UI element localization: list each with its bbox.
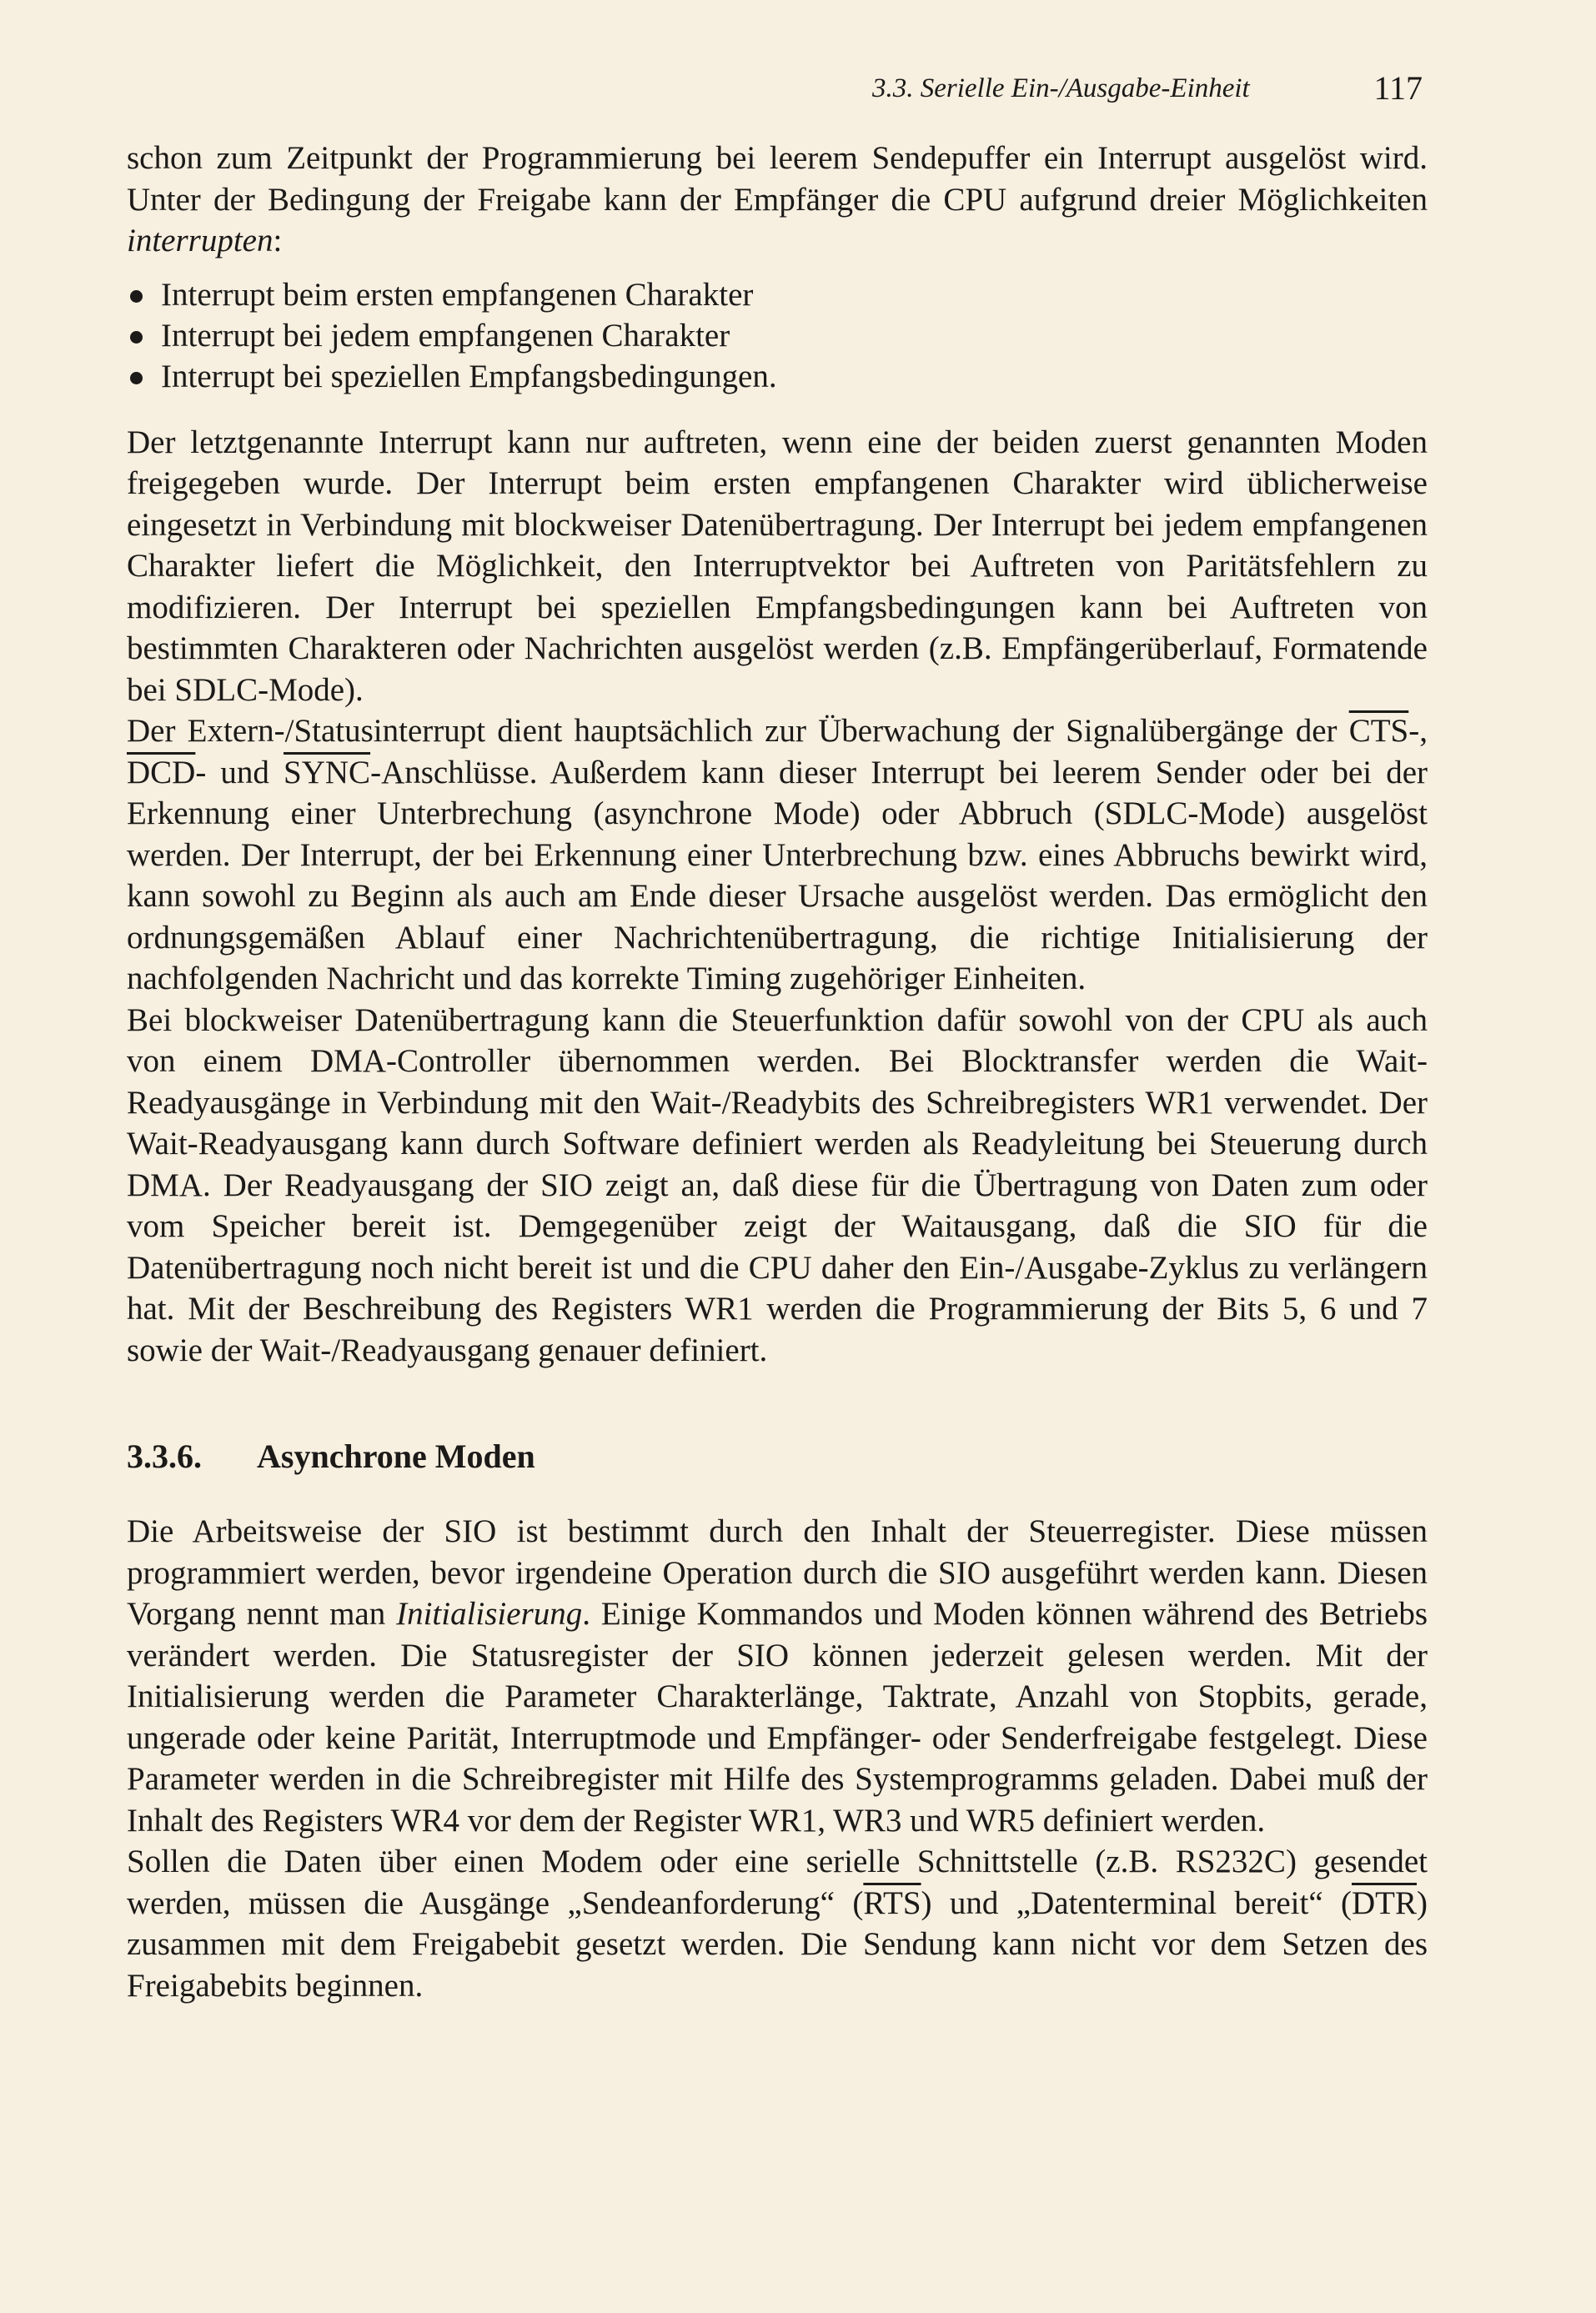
list-item: Interrupt beim ersten empfangenen Charakter: [127, 274, 1428, 315]
list-item: Interrupt bei speziellen Empfangsbedingungen.: [127, 356, 1428, 397]
signal-dtr: $\overline{DTR}$: [1352, 1884, 1417, 1921]
paragraph-5: [127, 1511, 1428, 1841]
paragraph-3: [127, 710, 1428, 1000]
signal-cts: $\overline{CTS}$: [1348, 713, 1409, 749]
signal-sync: SYNC: [284, 754, 371, 790]
paragraph-6-text-a: Sollen die Daten über einen Modem oder eine serielle Schnittstelle (z.B. RS232C) gesendet werden, müssen die Ausgänge „Sendeanforderung“ (: [127, 1844, 1428, 1921]
paragraph-6-text-c: ) zusammen mit dem Freigabebit gesetzt werden. Die Sendung kann nicht vor dem Setzen des Freigabebits beginnen.: [127, 1884, 1428, 2004]
paragraph-3-text-c: - und: [195, 754, 284, 790]
section-title: Asynchrone Moden: [257, 1437, 535, 1475]
paragraph-3-text-a: Der Extern-/Statusinterrupt dient hauptsächlich zur Überwachung der Signalübergänge der: [127, 713, 1349, 749]
body-text: [127, 138, 1428, 2006]
paragraph-1-text-a: schon zum Zeitpunkt der Programmierung bei leerem Sendepuffer ein Interrupt ausgelöst wird. Unter der Bedingung der Freigabe kann der Empfänger die CPU aufgrund dreier Möglichkeiten: [127, 140, 1428, 218]
list-item: Interrupt bei jedem empfangenen Charakter: [127, 315, 1428, 356]
page-number: 117: [1373, 69, 1423, 107]
paragraph-6-text-b: ) und „Datenterminal bereit“ (: [921, 1884, 1352, 1921]
paragraph-5-text-b: . Einige Kommandos und Moden können während des Betriebs verändert werden. Die Statusregister der SIO können jederzeit gelesen werden. Mit der Initialisierung werden die Parameter Charakterlänge, Taktrate, Anzahl von Stopbits, gerade, ungerade oder keine Parität, Interruptmode und Empfänger- oder Senderfreigabe festgelegt. Diese Parameter werden in die Schreibregister mit Hilfe des Systemprogramms geladen. Dabei muß der Inhalt des Registers WR4 vor dem der Register WR1, WR3 und WR5 definiert werden.: [127, 1596, 1428, 1839]
signal-rts: $\overline{RTS}$: [863, 1884, 921, 1921]
paragraph-5-text-a: Die Arbeitsweise der SIO ist bestimmt durch den Inhalt der Steuerregister. Diese müssen programmiert werden, bevor irgendeine Operation durch die SIO ausgeführt werden kann. Diesen Vorgang nennt man: [127, 1513, 1428, 1632]
interrupt-options-list: [127, 274, 1428, 397]
section-heading: [127, 1436, 1428, 1478]
term-interrupten: interrupten: [127, 223, 274, 258]
paragraph-1: [127, 138, 1428, 262]
running-head-title: 3.3. Serielle Ein-/Ausgabe-Einheit: [872, 73, 1250, 103]
paragraph-6: [127, 1841, 1428, 2006]
paragraph-2: Der letztgenannte Interrupt kann nur auftreten, wenn eine der beiden zuerst genannten Moden freigegeben wurde. Der Interrupt beim ersten empfangenen Charakter wird üblicherweise eingesetzt in Verbindung mit blockweiser Datenübertragung. Der Interrupt bei jedem empfangenen Charakter liefert die Möglichkeit, den Interruptvektor bei Auftreten von Paritätsfehlern zu modifizieren. Der Interrupt bei speziellen Empfangsbedingungen kann bei Auftreten von bestimmten Charakteren oder Nachrichten ausgelöst werden (z.B. Empfängerüberlauf, Formatende bei SDLC-Mode).: [127, 424, 1428, 708]
paragraph-3-text-d: -Anschlüsse. Außerdem kann dieser Interrupt bei leerem Sender oder bei der Erkennung einer Unterbrechung (asynchrone Mode) oder Abbruch (SDLC-Mode) ausgelöst werden. Der Interrupt, der bei Erkennung einer Unterbrechung bzw. eines Abbruchs bewirkt wird, kann sowohl zu Beginn als auch am Ende dieser Ursache ausgelöst werden. Das ermöglicht den ordnungsgemäßen Ablauf einer Nachrichtenübertragung, die richtige Initialisierung der nachfolgenden Nachricht und das korrekte Timing zugehöriger Einheiten.: [127, 754, 1428, 996]
section-number: 3.3.6.: [127, 1437, 202, 1475]
term-initialisierung: Initialisierung: [396, 1596, 583, 1632]
paragraph-3-text-b: -,: [1408, 713, 1428, 749]
paragraph-4: Bei blockweiser Datenübertragung kann die Steuerfunktion dafür sowohl von der CPU als auch von einem DMA-Controller übernommen werden. Bei Blocktransfer werden die Wait-Readyausgänge in Verbindung mit den Wait-/Readybits des Schreibregisters WR1 verwendet. Der Wait-Readyausgang kann durch Software definiert werden als Readyleitung bei Steuerung durch DMA. Der Readyausgang der SIO zeigt an, daß diese für die Übertragung von Daten zum oder vom Speicher bereit ist. Demgegenüber zeigt der Waitausgang, daß die SIO für die Datenübertragung noch nicht bereit ist und die CPU daher den Ein-/Ausgabe-Zyklus zu verlängern hat. Mit der Beschreibung des Registers WR1 werden die Programmierung der Bits 5, 6 und 7 sowie der Wait-/Readyausgang genauer definiert.: [127, 1001, 1428, 1368]
signal-dcd: $\overline{DCD}$: [127, 754, 196, 790]
paragraph-1-text-b: :: [273, 223, 283, 258]
running-head: [872, 73, 1423, 104]
